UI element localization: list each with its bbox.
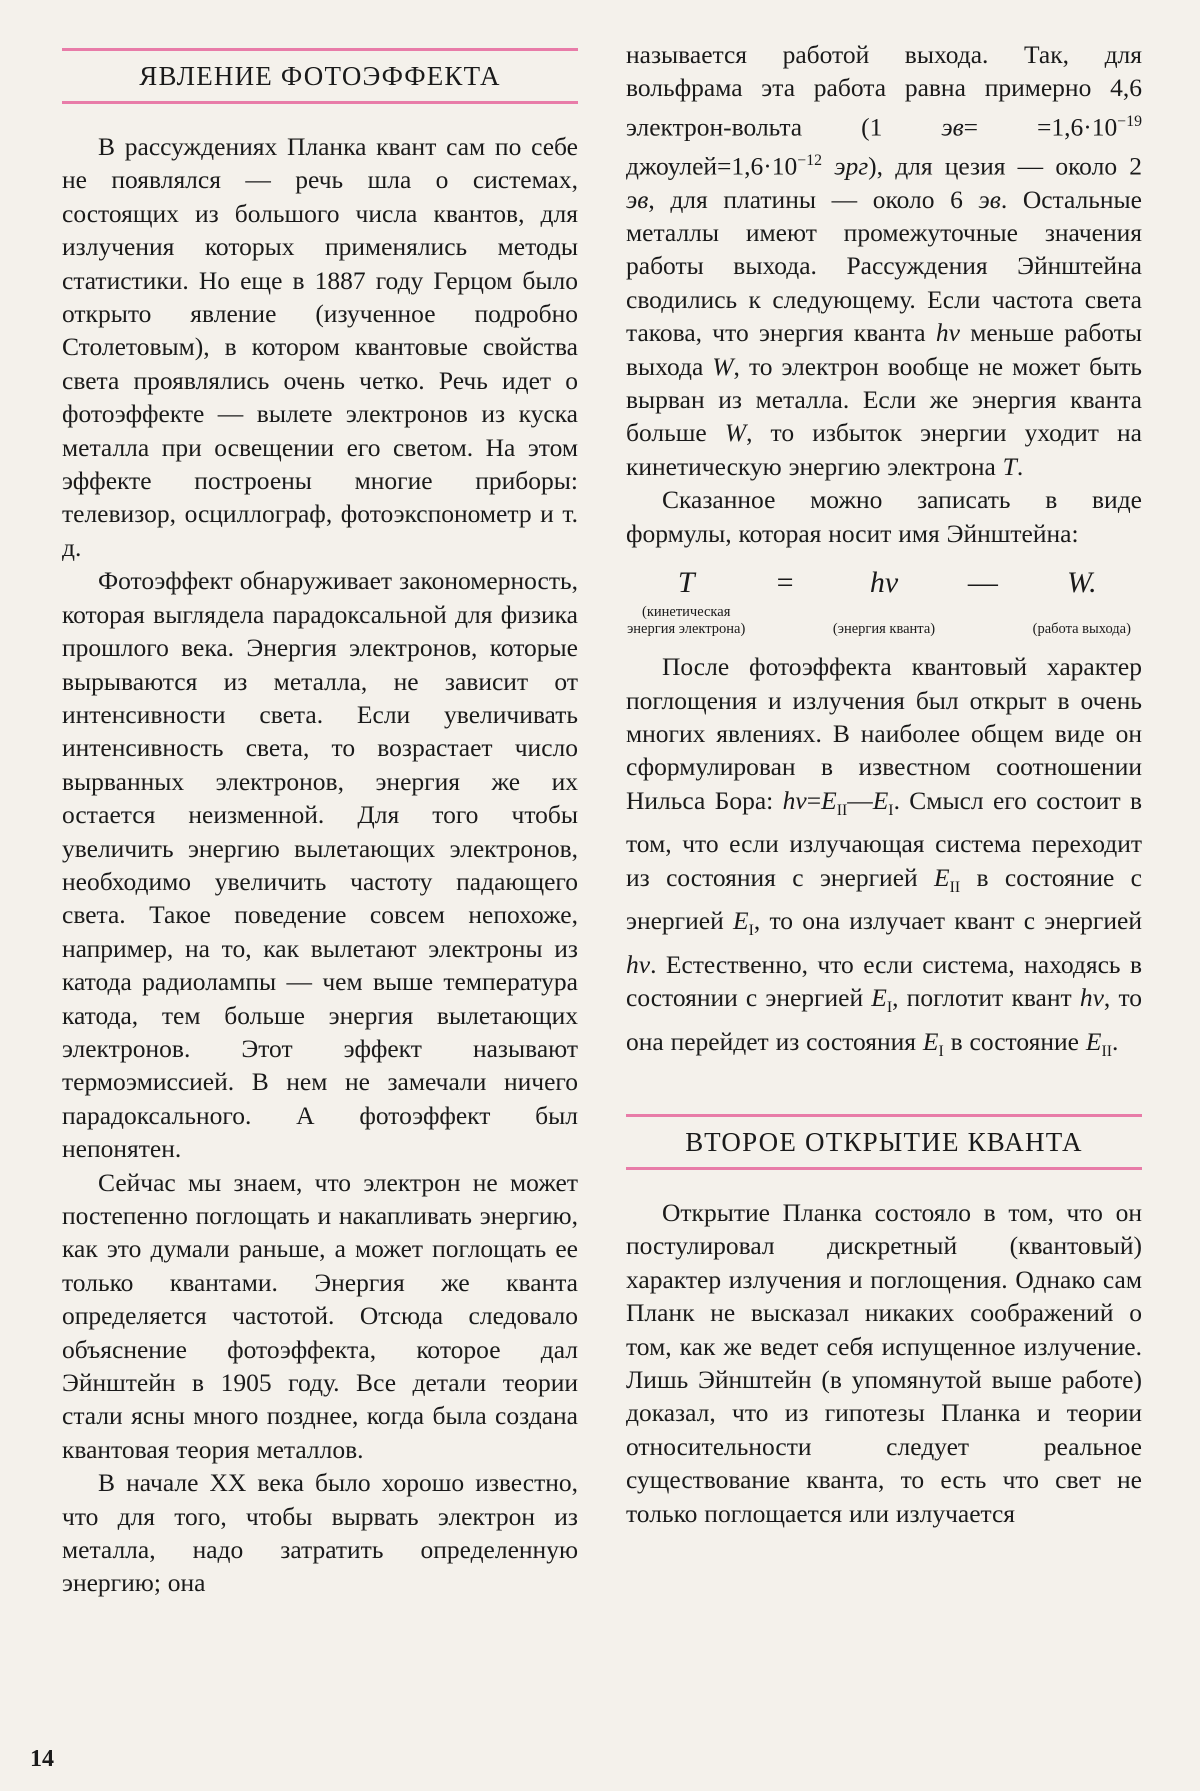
paragraph-after-formula: После фотоэффекта квантовый характер поглощения и излучения был открыт в очень многих явлениях. В наиболее общем виде он сформулирован в известном соотношении Нильса Бора: $h\nu=E_{II}—E_I$. Смысл его состоит в том, что если излучающая система переходит из состояния с энергией $E_{II}$ в состояние с энергией $E_I$, то она излучает квант с энергией hν. Естественно, что если система, находясь в состоянии с энергией $E_I$, поглотит квант hν, то она перейдет из состояния $E_I$ в состояние $E_{II}$. bbox=[626, 652, 1142, 1060]
formula-symbol: W. bbox=[1066, 566, 1097, 600]
section-heading-second-discovery bbox=[626, 1114, 1142, 1170]
paragraph: Сейчас мы знаем, что электрон не может постепенно поглощать и накапливать энергию, как это думали раньше, а может поглощать ее только квантами. Энергия же кванта определяется частотой. Отсюда следовало объяснение фотоэффекта, которое дал Эйнштейн в 1905 году. Все детали теории стали ясны много позднее, когда была создана квантовая теория металлов. bbox=[62, 1167, 578, 1464]
heading-rule-bottom bbox=[626, 1167, 1142, 1170]
formula-operator-equals: = bbox=[776, 566, 794, 600]
formula-line bbox=[626, 566, 1142, 600]
einstein-formula bbox=[626, 566, 1142, 638]
heading-rule-top bbox=[62, 48, 578, 51]
heading-text: ВТОРОЕ ОТКРЫТИЕ КВАНТА bbox=[685, 1127, 1083, 1158]
formula-term-T bbox=[626, 566, 746, 600]
formula-symbol: hν bbox=[869, 566, 899, 600]
caption-text: (энергия кванта) bbox=[832, 621, 936, 638]
formula-term-W bbox=[1022, 566, 1142, 600]
formula-symbol: T bbox=[677, 566, 695, 600]
formula-caption-hv bbox=[824, 617, 944, 638]
paragraph: В рассуждениях Планка квант сам по себе не появлялся — речь шла о системах, состоящих из большого числа квантов, для излучения которых применялись методы статистики. Но еще в 1887 году Герцом было открыто явление (изученное подробно Столетовым), в котором квантовые свойства света проявлялись очень четко. Речь идет о фотоэффекте — вылете электронов из куска металла при освещении его светом. На этом эффекте построены многие приборы: телевизор, осциллограф, фотоэкспонометр и т. д. bbox=[62, 132, 578, 562]
left-column bbox=[62, 38, 578, 1698]
formula-caption-T bbox=[626, 600, 746, 638]
caption-text: (кинетическая энергия электрона) bbox=[627, 604, 746, 638]
formula-caption-line bbox=[626, 600, 1142, 638]
formula-caption-W bbox=[1022, 617, 1142, 638]
paragraph-continuation: называется работой выхода. Так, для вольфрама эта работа равна примерно 4,6 электрон-вольта (1 $эв= =1,6\cdot 10^{-19}$ $джоулей=1,6\cdot 10^{-12}$ эрг), для цезия — около 2 эв, для платины — около 6 эв. Остальные металлы имеют промежуточные значения работы выхода. Рассуждения Эйнштейна сводились к следующему. Если частота света такова, что энергия кванта hν меньше работы выхода W, то электрон вообще не может быть вырван из металла. Если же энергия кванта больше W, то избыток энергии уходит на кинетическую энергию электрона T. bbox=[626, 40, 1143, 481]
paragraph: В начале XX века было хорошо известно, что для того, чтобы вырвать электрон из металла, надо затратить определенную энергию; она bbox=[62, 1468, 578, 1598]
heading-text: ЯВЛЕНИЕ ФОТОЭФФЕКТА bbox=[139, 61, 501, 91]
formula-operator-minus: — bbox=[967, 566, 998, 600]
section-heading-photoeffect bbox=[62, 48, 578, 104]
paragraph: Открытие Планка состояло в том, что он постулировал дискретный (квантовый) характер излучения и поглощения. Однако сам Планк не высказал никаких соображений о том, как же ведет себя испущенное излучение. Лишь Эйнштейн (в упомянутой выше работе) доказал, что из гипотезы Планка и теории относительности следует реальное существование кванта, то есть что свет не только поглощается или излучается bbox=[626, 1198, 1142, 1528]
heading-rule-top bbox=[626, 1114, 1142, 1117]
caption-text: (работа выхода) bbox=[1032, 621, 1131, 638]
formula-term-hv bbox=[824, 566, 944, 600]
right-column bbox=[626, 38, 1142, 1698]
paragraph-formula-intro: Сказанное можно записать в виде формулы, которая носит имя Эйнштейна: bbox=[626, 485, 1142, 548]
paragraph: Фотоэффект обнаруживает закономерность, которая выглядела парадоксальной для физика прошлого века. Энергия электронов, которые вырываются из металла, не зависит от интенсивности света. Если увеличивать интенсивность света, то возрастает число вырванных электронов, энергия же их остается неизменной. Для того чтобы увеличить энергию вылетающих электронов, необходимо увеличить частоту падающего света. Такое поведение совсем непохоже, например, на то, как вылетают электроны из катода радиолампы — чем выше температура катода, тем больше энергия вылетающих электронов. Этот эффект называют термоэмиссией. В нем не замечали ничего парадоксального. А фотоэффект был непонятен. bbox=[62, 566, 578, 1164]
two-column-layout bbox=[62, 38, 1142, 1698]
heading-rule-bottom bbox=[62, 101, 578, 104]
page-number: 14 bbox=[30, 1746, 54, 1772]
